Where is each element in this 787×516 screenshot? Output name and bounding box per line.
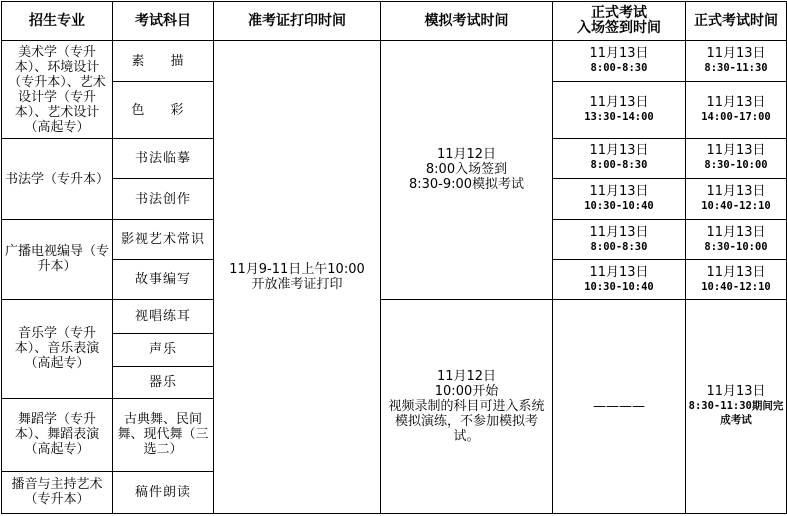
slot-2-exam-time: 14:00-17:00 [701, 111, 771, 124]
subject-calli-copy: 书法临摹 [113, 138, 214, 178]
slot-4-exam-date: 11月13日 [706, 184, 766, 200]
header-admit-print: 准考证打印时间 [214, 2, 381, 41]
major-dance: 舞蹈学（专升本）、舞蹈表演（高起专） [2, 399, 113, 471]
slot-3-signin-time: 8:00-8:30 [590, 159, 648, 172]
slot-2-exam [686, 82, 787, 138]
major-hosting: 播音与主持艺术（专升本） [2, 471, 113, 513]
slot-6-signin-date: 11月13日 [589, 264, 649, 280]
slot-6-signin [553, 260, 686, 299]
subject-calli-create: 书法创作 [113, 179, 214, 220]
slot-4-signin [553, 179, 686, 220]
slot-3-exam [686, 138, 787, 178]
admit-print-time: 11月9-11日上午10:00 开放准考证打印 [214, 41, 381, 514]
slot-6-exam [686, 260, 787, 299]
slot-5-exam-date: 11月13日 [706, 224, 766, 240]
video-exam-time [686, 299, 787, 513]
subject-recitation: 稿件朗读 [113, 471, 214, 513]
slot-1-signin [553, 41, 686, 82]
subject-color: 色 彩 [113, 82, 214, 138]
major-art: 美术学（专升本）、环境设计（专升本）、艺术设计学（专升本）、艺术设计（高起专） [2, 41, 113, 139]
mock-exam-second [381, 299, 553, 513]
mock-first-lines: 8:00入场签到 8:30-9:00模拟考试 [408, 162, 525, 193]
subject-sketch: 素 描 [113, 41, 214, 82]
slot-4-exam-time: 10:40-12:10 [701, 200, 771, 213]
slot-4-signin-time: 10:30-10:40 [584, 200, 654, 213]
video-signin-none: ———— [553, 299, 686, 513]
slot-1-exam-date: 11月13日 [706, 46, 766, 62]
header-major: 招生专业 [2, 2, 113, 41]
slot-1-exam [686, 41, 787, 82]
mock-second-lines: 10:00开始 视频录制的科目可进入系统模拟演练，不参加模拟考试。 [388, 383, 545, 444]
slot-5-signin [553, 220, 686, 260]
slot-3-signin [553, 138, 686, 178]
mock-exam-first [381, 41, 553, 299]
slot-6-exam-date: 11月13日 [706, 264, 766, 280]
slot-1-signin-date: 11月13日 [589, 46, 649, 62]
slot-3-signin-date: 11月13日 [589, 143, 649, 159]
slot-2-signin [553, 82, 686, 138]
slot-5-signin-time: 8:00-8:30 [590, 240, 648, 253]
slot-6-exam-time: 10:40-12:10 [701, 280, 771, 293]
slot-4-signin-date: 11月13日 [589, 184, 649, 200]
header-mock-time: 模拟考试时间 [381, 2, 553, 41]
slot-5-signin-date: 11月13日 [589, 224, 649, 240]
video-exam-note: 8:30-11:30期间完成考试 [688, 400, 784, 427]
video-exam-date: 11月13日 [706, 384, 766, 400]
slot-3-exam-time: 8:30-10:00 [704, 159, 768, 172]
mock-second-date: 11月12日 [436, 368, 497, 384]
major-broadcast: 广播电视编导（专升本） [2, 220, 113, 299]
subject-sight-singing: 视唱练耳 [113, 299, 214, 333]
exam-schedule-table [1, 1, 787, 514]
slot-4-exam [686, 179, 787, 220]
slot-5-exam-time: 8:30-10:00 [704, 240, 768, 253]
slot-2-exam-date: 11月13日 [706, 95, 766, 111]
header-formal-signin: 正式考试 入场签到时间 [553, 2, 686, 41]
subject-film-knowledge: 影视艺术常识 [113, 220, 214, 260]
major-music: 音乐学（专升本）、音乐表演（高起专） [2, 299, 113, 399]
slot-1-exam-time: 8:30-11:30 [704, 62, 768, 75]
subject-instrument: 器乐 [113, 367, 214, 399]
header-formal-time: 正式考试时间 [686, 2, 787, 41]
major-calligraphy: 书法学（专升本） [2, 138, 113, 219]
subject-story-writing: 故事编写 [113, 260, 214, 299]
subject-vocal: 声乐 [113, 333, 214, 366]
slot-3-exam-date: 11月13日 [706, 143, 766, 159]
mock-first-date: 11月12日 [436, 147, 497, 163]
header-subject: 考试科目 [113, 2, 214, 41]
slot-2-signin-time: 13:30-14:00 [584, 111, 654, 124]
subject-dance-types: 古典舞、民间舞、现代舞（三选二） [113, 399, 214, 471]
slot-5-exam [686, 220, 787, 260]
slot-6-signin-time: 10:30-10:40 [584, 280, 654, 293]
slot-1-signin-time: 8:00-8:30 [590, 62, 648, 75]
slot-2-signin-date: 11月13日 [589, 95, 649, 111]
